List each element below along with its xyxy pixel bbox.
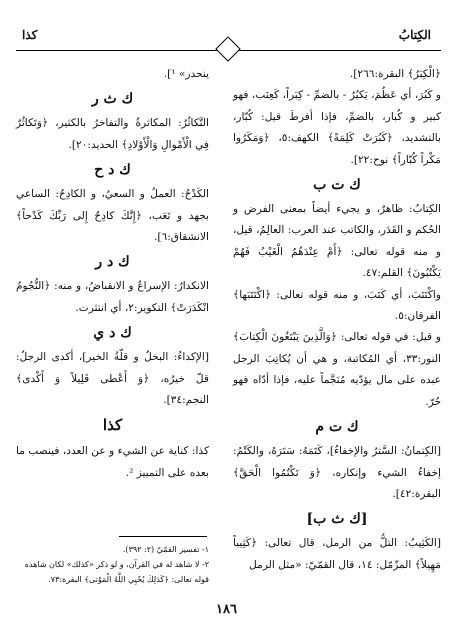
entry-paragraph: الكَدْحُ: العملُ و السعيُ، و الكادِحُ: الساعي بجهد و تَعَب، ﴿إِنَّكَ كادِحٌ إِلى رَبِّكَ كَدْحاً﴾ الانشقاق:٦].: [16, 188, 209, 244]
root-heading: ك د ي: [93, 325, 132, 342]
entry-paragraph: الانكدارُ: الإسراعُ و الانقباضُ، و منه: ﴿النُّجُومُ انْكَدَرَتْ﴾ التكوير:٢، أي انتثرت.: [16, 280, 209, 314]
root-heading: ك ث ر: [91, 91, 134, 108]
entry-paragraph: [الكَثِيبُ: التلُّ من الرمل، قال تعالى: ﴿كَثِيباً مَهِيلاً﴾ المزّمّل: ١٤، قال القمّيّ: «مثل الرمل: [233, 537, 441, 571]
entry-paragraph: التَّكاثُرُ: المكاثرةُ والتفاخرُ بالكثير، ﴿وَتَكاثُرٌ فِي الْأَمْوالِ وَالْأَوْلادِ﴾ الحديد:٢٠].: [16, 117, 209, 151]
header-rule-right: [233, 50, 441, 51]
root-heading: [ك ث ب]: [306, 511, 368, 528]
running-title-right: الكِتابُ: [398, 28, 431, 42]
footnote-divider: [119, 536, 207, 537]
page-header: [0, 0, 453, 60]
entry-paragraph: ينحدر» ¹].: [163, 68, 209, 80]
right-column: [233, 64, 441, 576]
page-number: ١٨٦: [216, 602, 237, 617]
entry-paragraph: و كَبُرَ، أي عَظُمَ، يَكبُرُ - بالضمِّ - كِبَراً، كَعِنَب، فهو كبير و كُبار، بالضمِّ، فإذا أفرطَ قيل: كُبّار، بالتشديد، ﴿كَبُرَتْ كَلِمَةً﴾ الكهف:٥، ﴿وَمَكَرُوا مَكْراً كُبّاراً﴾ نوح:٢٢].: [233, 89, 441, 166]
footnotes: [16, 542, 209, 587]
entry-heading: كذا: [102, 416, 123, 435]
left-column: [16, 64, 209, 484]
entry-paragraph: ﴿الْكِبَرُ﴾ البقرة:٢٦٦].: [349, 68, 441, 80]
diamond-ornament-icon: [215, 36, 240, 61]
entry-paragraph: كذا: كناية عن الشيء و عن العدد، فينصب ما بعده على التمييز ².: [16, 445, 209, 479]
header-rule-left: [16, 50, 221, 51]
entry-paragraph: واكْتَتَبَ، أي كَتَبَ، و منه قوله تعالى: ﴿اكْتَتَبَها﴾ الفرقان:٥.: [233, 288, 441, 323]
entry-paragraph: [الإكداءُ: البخلُ و قلّةُ الخير]، أكدى الرجلُ: قلّ خيرُه، ﴿وَ أَعْطى قَلِيلاً وَ أَكْدى﴾ النجم:٣٤].: [16, 351, 209, 407]
entry-paragraph: [الكِتمانُ: السَّترُ والإخفاءُ]، كَتَمَهُ: سَتَرَهُ، والكَتْمُ: إخفاءُ الشيء وإنكاره، ﴿وَ تَكْتُمُوا الْحَقَّ﴾ البقرة:٤٢].: [233, 445, 441, 500]
root-heading: ك د ح: [94, 162, 131, 179]
root-heading: ك ت م: [315, 419, 359, 436]
root-heading: ك د ر: [95, 254, 130, 271]
running-title-left: كذا: [22, 28, 38, 42]
entry-paragraph: الكِتابُ: ظاهرٌ، و يجيء أيضاً بمعنى الفرض و الحُكم و القَدَر، والكاتب عند العرب: العالِمُ، قيل، و منه قوله تعالى: ﴿أَمْ عِنْدَهُمُ الْغَيْبُ فَهُمْ يَكْتُبُونَ﴾ القلم:٤٧.: [233, 203, 441, 280]
footnote: ١- تفسير القمّيّ (٢: ٣٩٢).: [122, 545, 209, 554]
root-heading: ك ت ب: [313, 177, 361, 194]
entry-paragraph: و قيل: في قوله تعالى: ﴿وَالَّذِينَ يَبْتَغُونَ الْكِتابَ﴾ النور:٣٣، أي المُكاتبة، و هي أن يُكاتِبَ الرجل عبده على مال يؤدّيه مُنَجَّماً عليه، فإذا أدّاه فهو حُرّ.: [233, 331, 441, 408]
footnote: ٢- لا شاهد له في القرآن، و لو ذكر «كذلك» لكان شاهده قوله تعالى: ﴿كَذلِكَ يُحْيِي اللَّهُ الْمَوْتى﴾ البقرة:٧٣.: [24, 560, 209, 584]
